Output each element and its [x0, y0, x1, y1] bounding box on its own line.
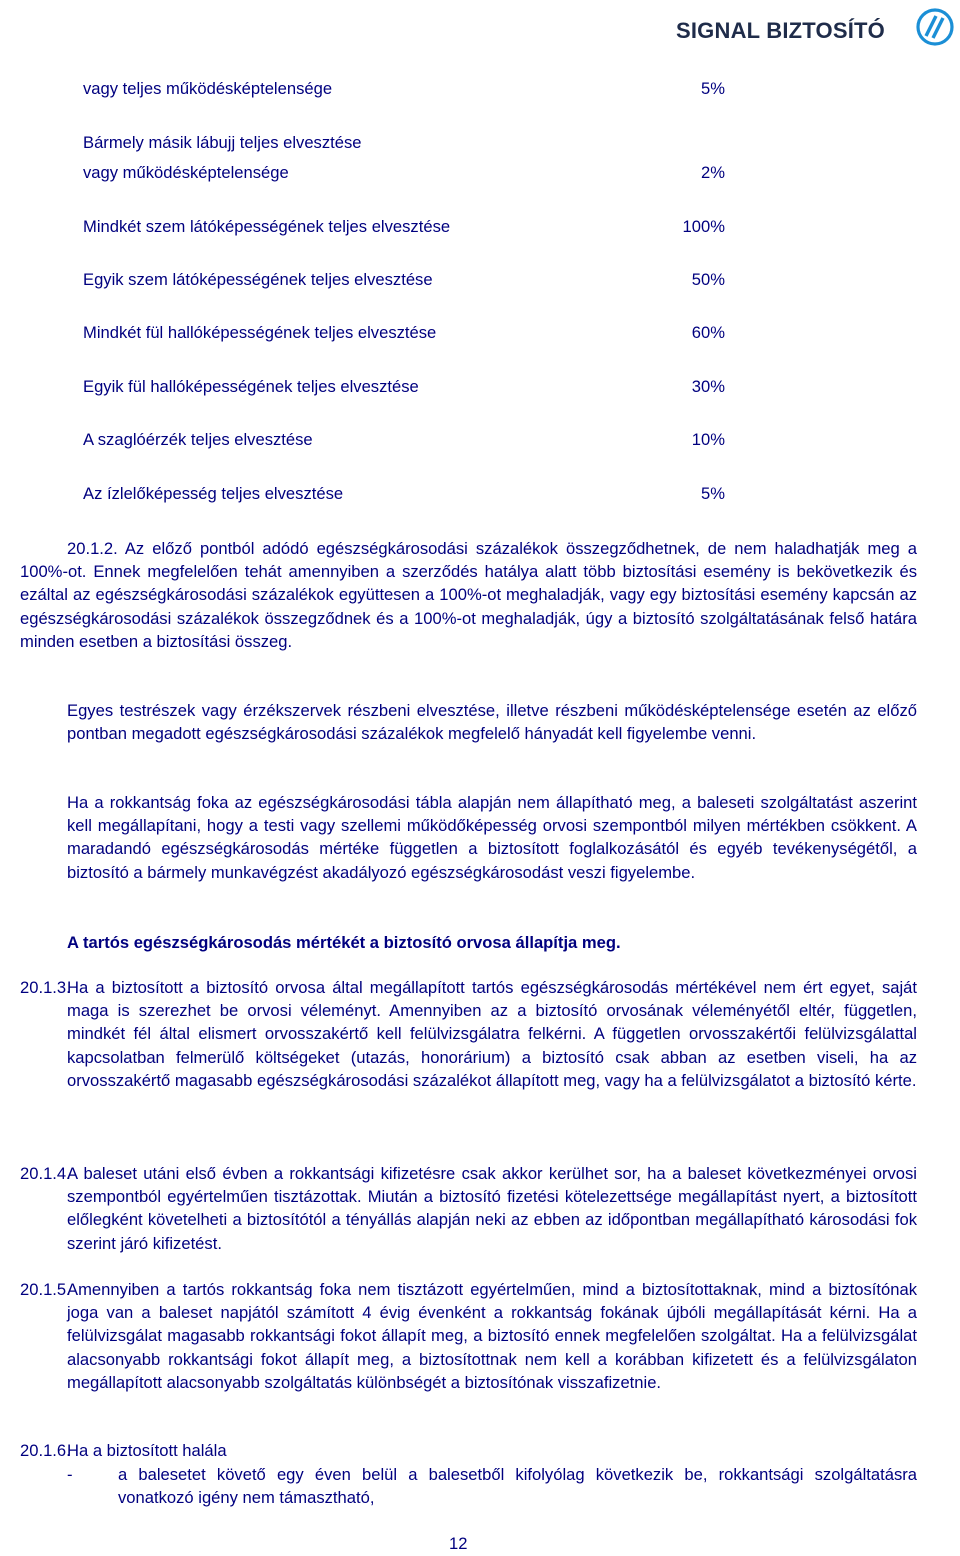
table-row-value: 5%: [701, 79, 725, 98]
bullet-dash: -: [67, 1465, 73, 1484]
section-number: 20.1.3.: [20, 978, 71, 997]
section-20-1-3-text: Ha a biztosított a biztosító orvosa által megállapított tartós egészségkárosodás mértékével nem ért egyet, saját maga is szerezhet be orvosi véleményt. Amennyiben az a biztosító orvosának véleményétől eltér, független, mindkét fél által elismert orvosszakértő kell felülvizsgálatra felkérni. A független orvosszakértői felülvizsgálattal kapcsolatban felmerülő költségeket (utazás, honorárium) a biztosító csak abban az esetben viseli, ha az orvosszakértő magasabb egészségkárosodási százalékot állapított meg, vagy ha a felülvizsgálatot a biztosító kérte.: [67, 978, 917, 1090]
table-row-label: Egyik szem látóképességének teljes elvesztése: [83, 270, 433, 289]
section-number: 20.1.2.: [67, 539, 118, 558]
table-row-label: Mindkét fül hallóképességének teljes elvesztése: [83, 323, 437, 342]
brand-name: SIGNAL BIZTOSÍTÓ: [676, 18, 885, 43]
table-row-label: vagy működésképtelensége: [83, 163, 289, 182]
section-20-1-2: [20, 537, 917, 653]
table-row-value: 2%: [701, 163, 725, 182]
paragraph-partial-loss: Egyes testrészek vagy érzékszervek részbeni elvesztése, illetve részbeni működésképtelensége esetén az előző pontban megadott egészségkárosodási százalékok megfelelő hányadát kell figyelembe venni.: [67, 701, 917, 744]
paragraph-disability-degree: Ha a rokkantság foka az egészségkárosodási tábla alapján nem állapítható meg, a baleseti szolgáltatást aszerint kell megállapítani, hogy a testi vagy szellemi működőképesség orvosi szempontból milyen mértékben csökkent. A maradandó egészségkárosodás mértéke független a biztosított foglalkozásától és egyéb tevékenységétől, a biztosító a bármely munkavégzést akadályozó egészségkárosodást veszi figyelembe.: [67, 793, 917, 882]
table-row-label: Az ízlelőképesség teljes elvesztése: [83, 484, 344, 503]
section-number: 20.1.5.: [20, 1280, 71, 1299]
table-row-value: 30%: [691, 377, 725, 396]
table-row-label: A szaglóérzék teljes elvesztése: [83, 430, 313, 449]
section-number: 20.1.6.: [20, 1441, 71, 1460]
table-row-value: 100%: [682, 217, 725, 236]
table-row-label: Mindkét szem látóképességének teljes elvesztése: [83, 217, 451, 236]
signal-logo-icon: [916, 8, 954, 46]
section-20-1-5-text: Amennyiben a tartós rokkantság foka nem tisztázott egyértelműen, mind a biztosítottaknak, mind a biztosítónak joga van a baleset napjától számított 4 évig évenként a rokkantság fokának újbóli megállapítását kérni. Ha a felülvizsgálat magasabb rokkantsági fokot állapít meg, a biztosító ennek megfelelően szolgáltat. Ha a felülvizsgálat alacsonyabb rokkantsági fokot állapít meg, a biztosítottnak nem kell a korábban kifizetett és a felülvizsgálaton megállapított alacsonyabb szolgáltatás különbségét a biztosítónak visszafizetnie.: [67, 1280, 917, 1392]
page-number: 12: [449, 1534, 468, 1553]
table-row-label: Egyik fül hallóképességének teljes elvesztése: [83, 377, 419, 396]
table-row-label: Bármely másik lábujj teljes elvesztése: [83, 133, 362, 152]
bullet-text: a balesetet követő egy éven belül a balesetből kifolyólag következik be, rokkantsági szolgáltatásra vonatkozó igény nem támasztható,: [118, 1465, 917, 1508]
section-20-1-4-text: A baleset utáni első évben a rokkantsági kifizetésre csak akkor kerülhet sor, ha a baleset következményei orvosi szempontból egyértelműen tisztázottak. Miután a biztosító fizetési kötelezettsége megállapítást nyert, a biztosított előlegként követelheti a biztosítótól a tényállás alapján neki az ebben az időpontban megállapítható károsodási fok szerint járó kifizetést.: [67, 1164, 917, 1253]
table-row-label: vagy teljes működésképtelensége: [83, 79, 333, 98]
section-20-1-6-title: Ha a biztosított halála: [67, 1441, 227, 1460]
table-row-value: 60%: [691, 323, 725, 342]
section-number: 20.1.4.: [20, 1164, 71, 1183]
table-row-value: 50%: [691, 270, 725, 289]
table-row-value: 10%: [691, 430, 725, 449]
paragraph-bold-statement: A tartós egészségkárosodás mértékét a biztosító orvosa állapítja meg.: [67, 933, 621, 952]
table-row-value: 5%: [701, 484, 725, 503]
section-text: Az előző pontból adódó egészségkárosodási százalékok összegződhetnek, de nem haladhatják meg a 100%-ot. Ennek megfelelően tehát amennyiben a szerződés hatálya alatt több biztosítási esemény is bekövetkezik és ezáltal az egészségkárosodási százalékok együttesen a 100%-ot meghaladják, vagy egy biztosítási esemény kapcsán az egészségkárosodási százalékok összegződnek és a 100%-ot meghaladják, úgy a biztosító szolgáltatásának felső határa minden esetben a biztosítási összeg.: [20, 539, 917, 651]
